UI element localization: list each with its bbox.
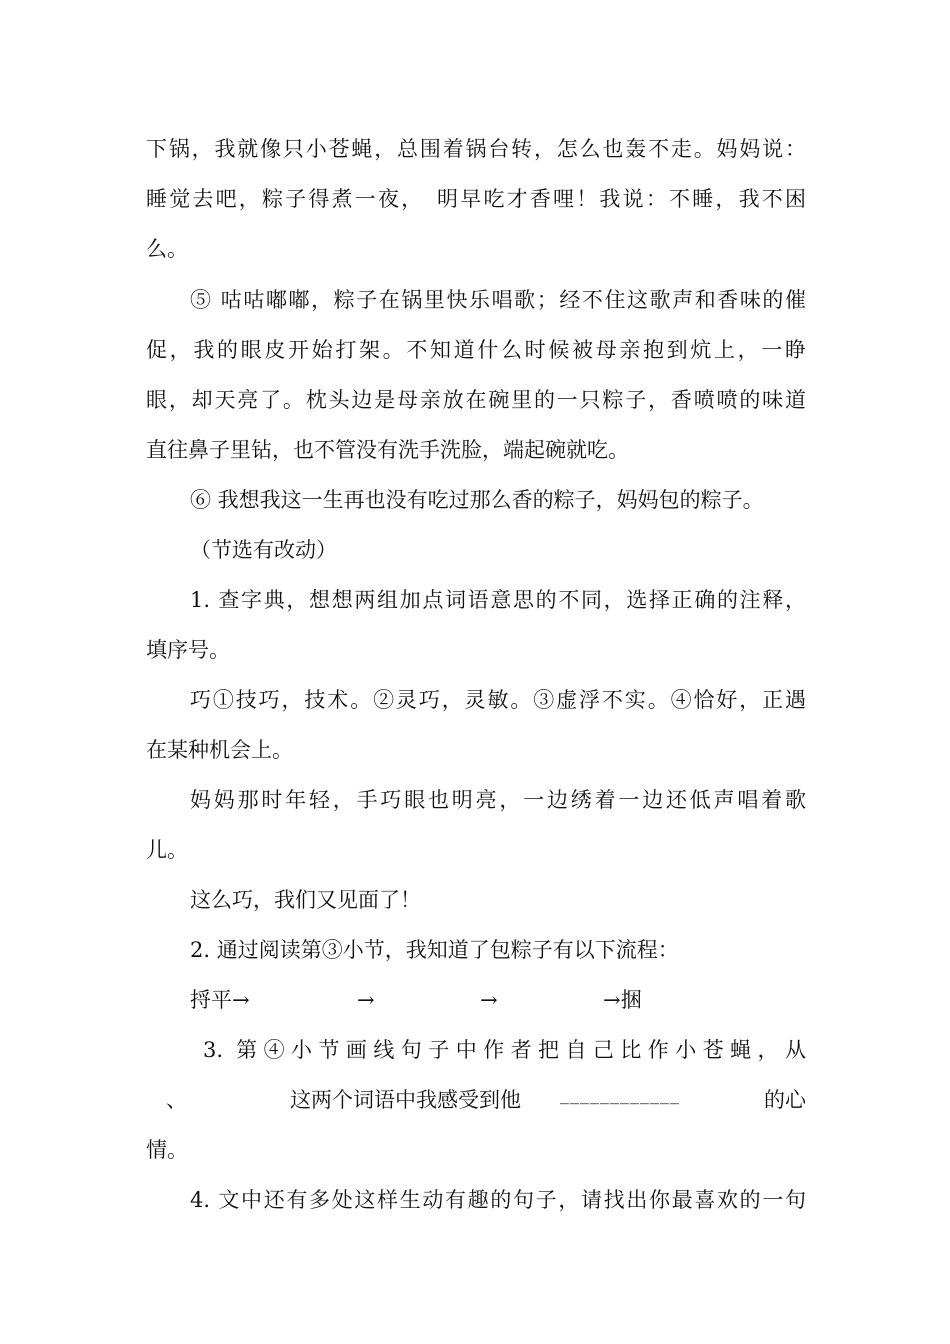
flow-step-start: 捋平→ bbox=[190, 988, 250, 1012]
q3-text: 这两个词语中我感受到他 bbox=[290, 1088, 521, 1112]
answer-blank[interactable]: ____________ bbox=[560, 1084, 680, 1105]
question-4: 4. 文中还有多处这样生动有趣的句子，请找出你最喜欢的一句 bbox=[190, 1188, 806, 1212]
text-line: 填序号。 bbox=[146, 638, 230, 662]
question-2: 2. 通过阅读第③小节，我知道了包粽子有以下流程： bbox=[190, 938, 679, 962]
text-line: 在某种机会上。 bbox=[146, 738, 293, 762]
question-3: 3. 第④小节画线句子中作者把自己比作小苍蝇，从 bbox=[203, 1038, 806, 1062]
definition-list: 巧①技巧，技术。②灵巧，灵敏。③虚浮不实。④恰好，正遇 bbox=[190, 688, 806, 712]
text-line: 情。 bbox=[146, 1138, 188, 1162]
text-line: 儿。 bbox=[146, 838, 188, 862]
flow-arrow: → bbox=[357, 988, 375, 1012]
q3-comma: 、 bbox=[166, 1088, 187, 1112]
paragraph-6-line: ⑥ 我想我这一生再也没有吃过那么香的粽子，妈妈包的粽子。 bbox=[190, 488, 764, 512]
flow-arrow: → bbox=[480, 988, 498, 1012]
example-sentence-1: 妈妈那时年轻，手巧眼也明亮，一边绣着一边还低声唱着歌 bbox=[190, 788, 806, 812]
text-line: 直往鼻子里钻，也不管没有洗手洗脸，端起碗就吃。 bbox=[146, 438, 629, 462]
paragraph-5-line: ⑤ 咕咕嘟嘟，粽子在锅里快乐唱歌；经不住这歌声和香味的催 bbox=[190, 288, 806, 312]
text-line: 么。 bbox=[146, 237, 188, 261]
q3-tail: 的心 bbox=[764, 1088, 806, 1112]
text-line: 眼，却天亮了。枕头边是母亲放在碗里的一只粽子，香喷喷的味道 bbox=[146, 388, 806, 412]
text-line: 睡觉去吧，粽子得煮一夜， 明早吃才香哩！我说：不睡，我不困 bbox=[146, 187, 806, 211]
example-sentence-2: 这么巧，我们又见面了！ bbox=[190, 888, 421, 912]
question-1: 1. 查字典，想想两组加点词语意思的不同，选择正确的注释， bbox=[190, 588, 806, 612]
text-line: 下锅，我就像只小苍蝇，总围着锅台转，怎么也轰不走。妈妈说： bbox=[146, 137, 806, 161]
source-note: （节选有改动） bbox=[190, 538, 337, 562]
text-line: 促，我的眼皮开始打架。不知道什么时候被母亲抱到炕上，一睁 bbox=[146, 338, 806, 362]
flow-step-end: →捆 bbox=[603, 988, 642, 1012]
